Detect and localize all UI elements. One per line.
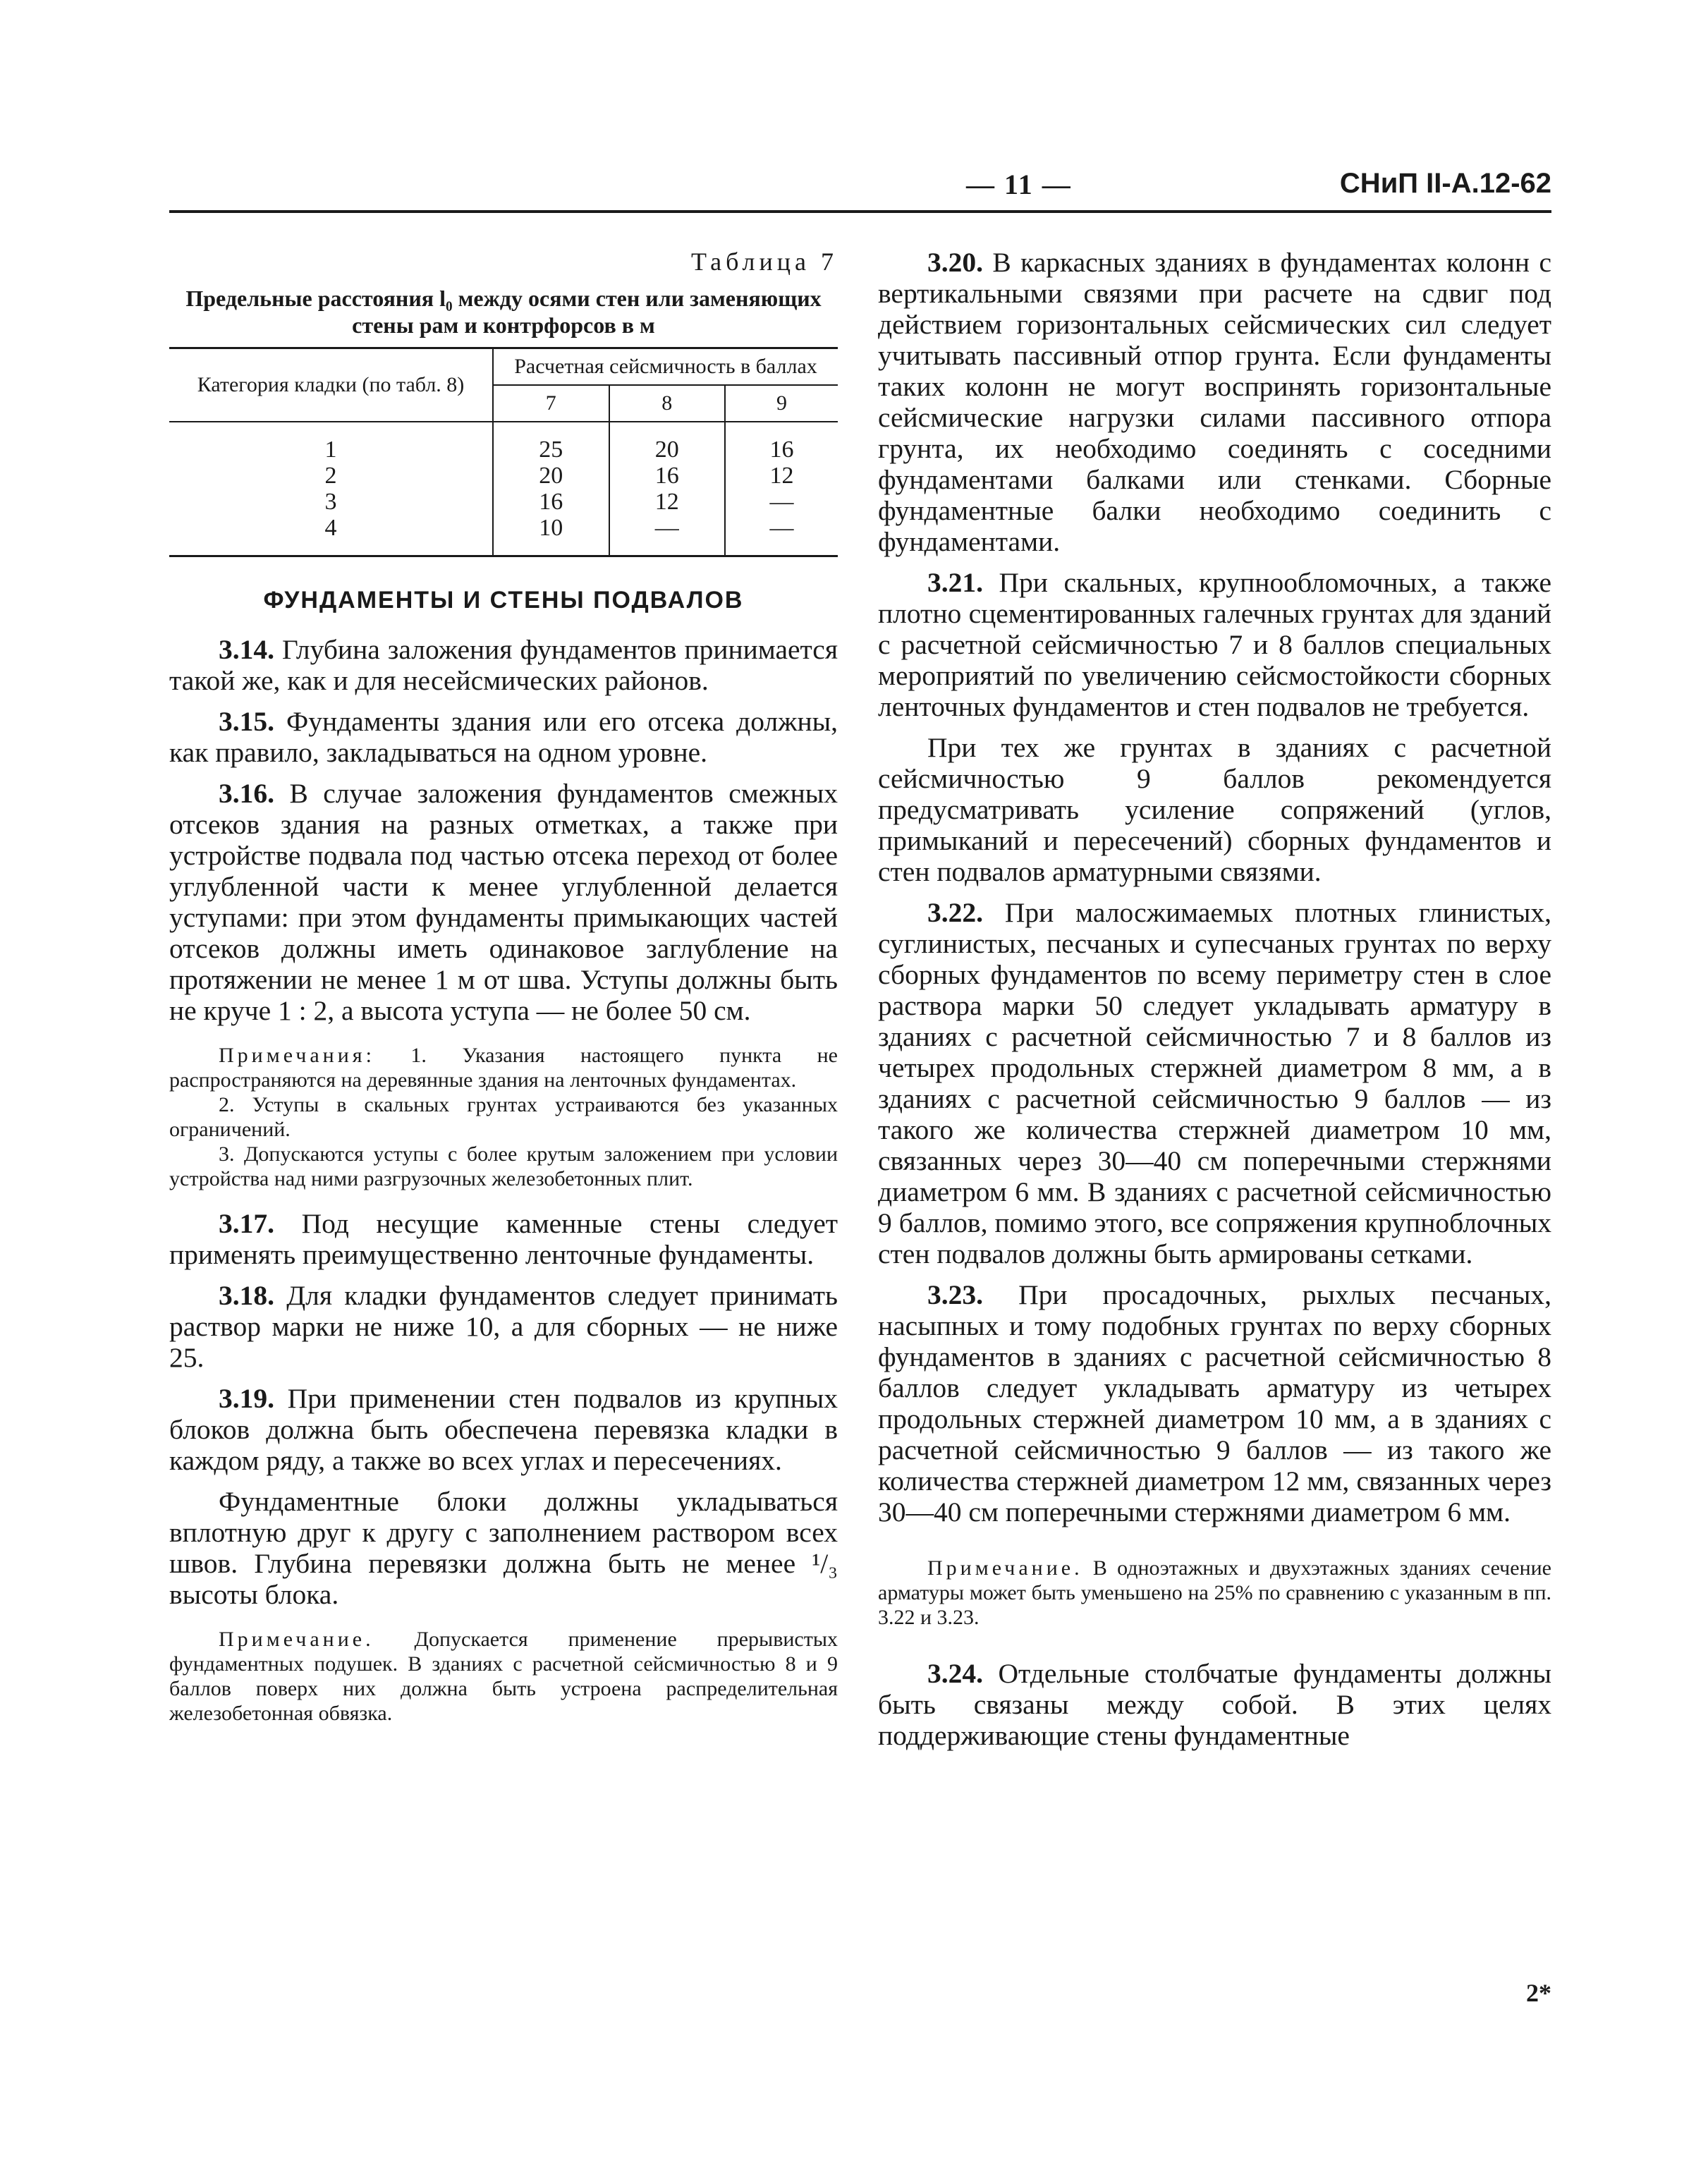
paragraph-number: 3.23. xyxy=(927,1279,983,1310)
note-3-23 xyxy=(878,1556,1551,1630)
note-label: Примечание. xyxy=(219,1628,374,1651)
paragraph-3-24 xyxy=(878,1658,1551,1751)
paragraph-3-19-cont: Фундаментные блоки должны укладываться вплотную друг к другу с заполнением раствором всех швов. Глубина перевязки должна быть не менее ¹/₃ высоты блока. xyxy=(169,1486,838,1610)
paragraph-text: Под несущие каменные стены следует применять преимущественно ленточные фундаменты. xyxy=(169,1208,838,1270)
table-cell: 10 xyxy=(493,515,609,556)
paragraph-text: Глубина заложения фундаментов принимается такой же, как и для несейсмических районов. xyxy=(169,634,838,696)
paragraph-3-21-cont: При тех же грунтах в зданиях с расчетной сейсмичностью 9 баллов рекомендуется предусматривать усиление сопряжений (углов, примыканий и пересечений) сборных фундаментов и стен подвалов арматурными связями. xyxy=(878,732,1551,887)
table-subheader: 9 xyxy=(725,385,838,422)
paragraph-number: 3.15. xyxy=(219,706,274,737)
notes-3-16 xyxy=(169,1043,838,1092)
paragraph-text: При скальных, крупнообломочных, а также плотно сцементированных галечных грунтах для зданий с расчетной сейсмичностью 7 и 8 баллов специальных мероприятий по увеличению сейсмостойкости сборных ленточных фундаментов и стен подвалов не требуется. xyxy=(878,567,1551,722)
document-code: СНиП II-А.12-62 xyxy=(1339,168,1551,199)
paragraph-text: При просадочных, рыхлых песчаных, насыпных и тому подобных грунтах по верху сборных фундаментов в зданиях с расчетной сейсмичностью 8 баллов следует укладывать арматуру из четырех продольных стержней диаметром 10 мм, а в зданиях с расчетной сейсмичностью 9 баллов — из такого же количества стержней диаметром 12 мм, связанных через 30—40 см поперечными стержнями диаметром 6 мм. xyxy=(878,1279,1552,1527)
paragraph-text: Фундаменты здания или его отсека должны, как правило, закладываться на одном уровне. xyxy=(169,706,838,768)
table-cell: — xyxy=(725,489,838,515)
paragraph-3-15 xyxy=(169,706,838,768)
table-caption: Таблица 7 xyxy=(691,248,838,276)
paragraph-number: 3.20. xyxy=(927,247,983,278)
table-cell: — xyxy=(609,515,726,556)
table-title: Предельные расстояния l₀ между осями стен или заменяющих стены рам и контрфорсов в м xyxy=(185,286,822,338)
left-column xyxy=(169,247,838,1726)
sheet-signature: 2* xyxy=(1526,1979,1551,2007)
note-3-19 xyxy=(169,1627,838,1726)
paragraph-number: 3.22. xyxy=(927,897,983,928)
table-cell: 12 xyxy=(609,489,726,515)
page-number: — 11 — xyxy=(966,169,1072,200)
table-cell: 1 xyxy=(324,437,337,463)
table-cell: 2 xyxy=(324,463,337,489)
table-cell: 25 xyxy=(493,422,609,463)
table-row xyxy=(169,422,838,463)
paragraph-number: 3.17. xyxy=(219,1208,274,1239)
paragraph-number: 3.19. xyxy=(219,1383,274,1414)
paragraph-text: Для кладки фундаментов следует принимать раствор марки не ниже 10, а для сборных — не ниже 25. xyxy=(169,1280,838,1373)
paragraph-3-14 xyxy=(169,634,838,696)
table-cell: 16 xyxy=(609,463,726,489)
paragraph-number: 3.14. xyxy=(219,634,274,665)
paragraph-number: 3.24. xyxy=(927,1658,983,1689)
paragraph-number: 3.21. xyxy=(927,567,983,598)
paragraph-text: При малосжимаемых плотных глинистых, суглинистых, песчаных и супесчаных грунтах по верху сборных фундаментов по всему периметру стен в слое раствора марки 50 следует укладывать арматуру в зданиях с расчетной сейсмичностью 7 и 8 баллов из четырех продольных стержней диаметром 8 мм, а в зданиях с расчетной сейсмичностью 9 баллов — из такого же количества стержней диаметром 10 мм, связанных через 30—40 см поперечными стержнями диаметром 6 мм. В зданиях с расчетной сейсмичностью 9 баллов, помимо этого, все сопряжения крупноблочных стен подвалов должны быть армированы сетками. xyxy=(878,897,1551,1269)
table-header-seismic: Расчетная сейсмичность в баллах xyxy=(493,348,838,386)
table-row xyxy=(169,489,838,515)
table-cell: 3 xyxy=(324,489,337,515)
paragraph-text: При применении стен подвалов из крупных блоков должна быть обеспечена перевязка кладки в каждом ряду, а также во всех углах и пересечениях. xyxy=(169,1383,838,1476)
table-cell: 20 xyxy=(493,463,609,489)
table-row xyxy=(169,515,838,556)
table-cell: 12 xyxy=(725,463,838,489)
paragraph-3-16 xyxy=(169,778,838,1026)
table-cell: 4 xyxy=(169,515,493,556)
table-cell: 16 xyxy=(493,489,609,515)
paragraph-text: Отдельные столбчатые фундаменты должны быть связаны между собой. В этих целях поддерживающие стены фундаментные xyxy=(878,1658,1551,1751)
notes-label: Примечания: xyxy=(219,1044,375,1067)
section-title: ФУНДАМЕНТЫ И СТЕНЫ ПОДВАЛОВ xyxy=(263,587,744,614)
paragraph-number: 3.16. xyxy=(219,778,274,809)
table-header-category: Категория кладки (по табл. 8) xyxy=(169,348,493,422)
table-cell: — xyxy=(725,515,838,556)
limit-distance-table xyxy=(169,347,838,557)
paragraph-3-22 xyxy=(878,897,1551,1269)
note-text: 2. Уступы в скальных грунтах устраиваются без указанных ограничений. xyxy=(169,1093,838,1141)
paragraph-3-19 xyxy=(169,1383,838,1476)
note-text: Допускается применение прерывистых фундаментных подушек. В зданиях с расчетной сейсмичностью 8 и 9 баллов поверх них должна быть устроена распределительная железобетонная обвязка. xyxy=(169,1628,838,1725)
header-rule xyxy=(169,210,1551,213)
note-text: 3. Допускаются уступы с более крутым заложением при условии устройства над ними разгрузочных железобетонных плит. xyxy=(169,1142,838,1190)
table-row xyxy=(169,463,838,489)
paragraph-3-17 xyxy=(169,1208,838,1270)
paragraph-text: В случае заложения фундаментов смежных отсеков здания на разных отметках, а также при устройстве подвала под частью отсека переход от более углубленной части к менее углубленной делается уступами: при этом фундаменты примыкающих частей отсеков должны иметь одинаковое заглубление на протяжении не менее 1 м от шва. Уступы должны быть не круче 1 : 2, а высота уступа — не более 50 см. xyxy=(169,778,838,1026)
table-subheader: 8 xyxy=(609,385,726,422)
right-column xyxy=(878,247,1551,1751)
table-subheader: 7 xyxy=(493,385,609,422)
paragraph-3-18 xyxy=(169,1280,838,1373)
paragraph-3-23 xyxy=(878,1279,1551,1527)
paragraph-number: 3.18. xyxy=(219,1280,274,1311)
note-text: В одноэтажных и двухэтажных зданиях сечение арматуры может быть уменьшено на 25% по сравнению с указанным в пп. 3.22 и 3.23. xyxy=(878,1556,1551,1629)
paragraph-3-20 xyxy=(878,247,1551,557)
note-label: Примечание. xyxy=(927,1556,1083,1580)
table-cell: 16 xyxy=(725,422,838,463)
note-text: 1. Указания настоящего пункта не распространяются на деревянные здания на ленточных фундаментах. xyxy=(169,1044,838,1092)
page-header xyxy=(169,168,1551,210)
paragraph-text: В каркасных зданиях в фундаментах колонн с вертикальными связями при расчете на сдвиг под действием горизонтальных сейсмических сил следует учитывать пассивный отпор грунта. Если фундаменты таких колонн не могут воспринять горизонтальные сейсмические нагрузки силами пассивного отпора грунта, их необходимо соединять с соседними фундаментами балками или стенками. Сборные фундаментные балки необходимо соединить с фундаментами. xyxy=(878,247,1551,557)
paragraph-3-21 xyxy=(878,567,1551,722)
table-cell: 20 xyxy=(609,422,726,463)
